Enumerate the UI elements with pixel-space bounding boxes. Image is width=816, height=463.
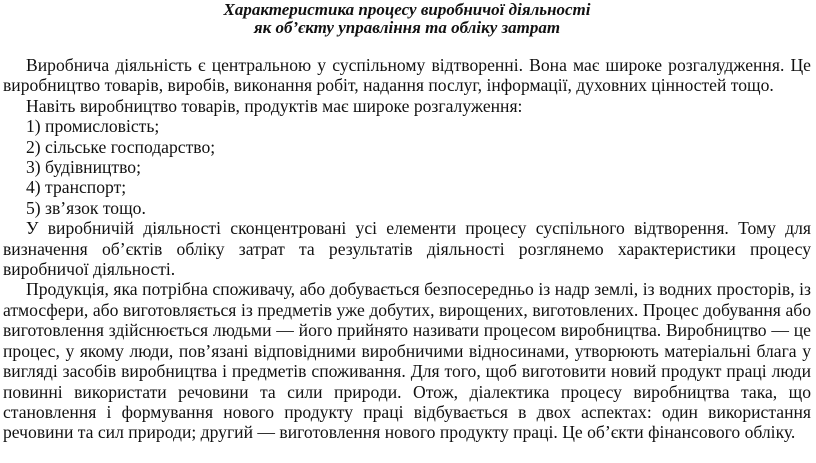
list-item: 1) промисловість; <box>26 116 160 137</box>
list-item: 5) зв’язок тощо. <box>26 197 146 218</box>
list-item: 2) сільське господарство; <box>26 136 216 157</box>
paragraph-2: Навіть виробництво товарів, продуктів має широке розгалуження: <box>26 95 523 116</box>
document-page <box>3 0 811 443</box>
title-block <box>3 0 811 37</box>
paragraph-1: Виробнича діяльність є центральною у суспільному відтворенні. Вона має широке розгалудження. Це виробництво товарів, виробів, виконання робіт, надання послуг, інформації, духовних цінностей тощо. <box>3 55 811 96</box>
document-title-line-1: Характеристика процесу виробничої діяльності <box>223 0 591 19</box>
paragraph-4: Продукція, яка потрібна споживачу, або добувається безпосередньо із надр землі, із водних просторів, із атмосфери, або виготовляється із предметів уже добутих, вирощених, виготовлених. Процес добування або виготовлення здійснюється людьми — його прийнято називати процесом виробництва. Виробництво — це процес, у якому люди, пов’язані відповідними виробничими відносинами, утворюють матеріальні блага у вигляді засобів виробництва і предметів споживання. Для того, щоб виготовити новий продукт праці люди повинні використати речовини та сили природи. Отож, діалектика процесу виробництва така, що становлення і формування нового продукту праці відбувається в двох аспектах: один використання речовини та сил природи; другий — виготовлення нового продукту праці. Це об’єкти фінансового обліку. <box>3 279 811 443</box>
document-title-line-2: як об’єкту управління та обліку затрат <box>253 18 561 37</box>
paragraph-3: У виробничій діяльності сконцентровані усі елементи процесу суспільного відтворення. Тому для визначення об’єктів обліку затрат та результатів діяльності розглянемо характеристики процесу виробничої діяльності. <box>3 218 811 280</box>
list-item: 4) транспорт; <box>26 177 127 198</box>
list-item: 3) будівництво; <box>26 157 141 178</box>
industry-list <box>3 116 811 218</box>
